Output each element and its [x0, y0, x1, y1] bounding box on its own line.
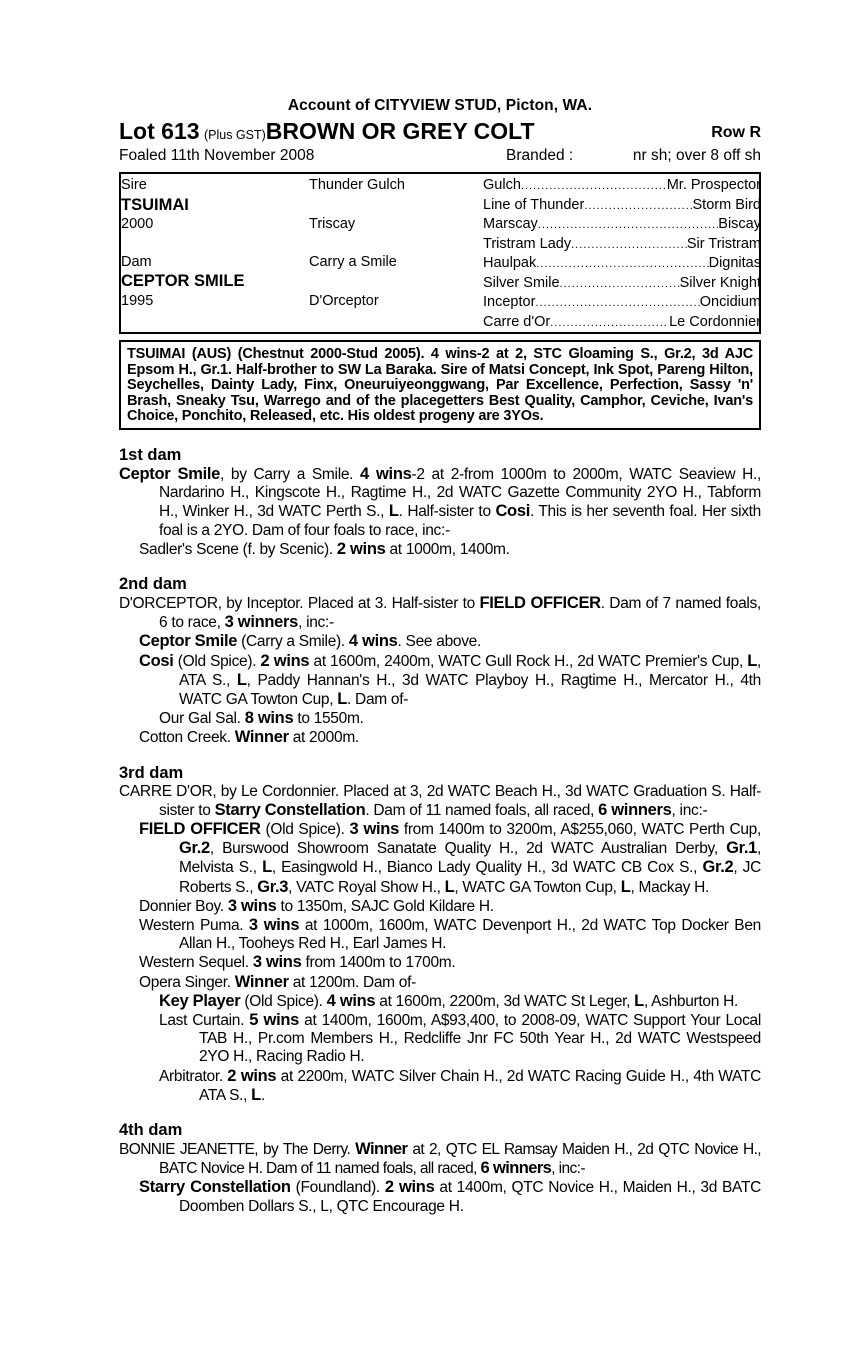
horse-description: BROWN OR GREY COLT: [265, 118, 535, 144]
text: at 2200m, WATC Silver Chain H., 2d WATC Racing Guide H., 4th WATC ATA S.,: [199, 1067, 761, 1104]
grade-mark: Gr.3: [257, 877, 289, 896]
horse-name: Ceptor Smile: [139, 632, 238, 651]
ggp-name: Inceptor: [483, 294, 536, 310]
text: , Easingwold H., Bianco Lady Quality H., 3d WATC CB Cox S.,: [271, 859, 703, 877]
text: Last Curtain.: [159, 1012, 250, 1030]
text: -2 at 2-from 1000m to 2000m, WATC Seaview H., Nardarino H., Kingscote H., Ragtime H., 2d WATC Gazette Community 2YO H., Tabform H., Winker H., 3d WATC Perth S.,: [159, 465, 762, 521]
wins: 3 wins: [227, 896, 277, 915]
grandparent-3: Carry a Smile: [309, 253, 397, 270]
ggp-name: Carre d'Or: [483, 313, 551, 330]
progeny-line: [119, 897, 761, 916]
horse-name: FIELD OFFICER: [139, 820, 261, 839]
wins: Winner: [234, 728, 289, 747]
horse-name: Key Player: [159, 991, 241, 1010]
foaled-line: [119, 145, 761, 169]
wins: Winner: [355, 1140, 408, 1159]
sire-label: Sire: [121, 177, 147, 193]
text: Donnier Boy.: [139, 897, 228, 915]
leader-dots: [550, 314, 669, 334]
text: (Foundland).: [290, 1179, 385, 1197]
vendor-account: Account of CITYVIEW STUD, Picton, WA.: [287, 97, 593, 114]
dam-name: CEPTOR SMILE: [121, 272, 245, 290]
text: . See above.: [397, 633, 481, 651]
pedigree-col-parents: [121, 176, 309, 311]
text: . This is her seventh foal. Her sixth foal is a 2YO. Dam of four foals to race, inc:-: [159, 503, 762, 539]
text: at 1000m, 1400m.: [385, 540, 510, 558]
first-dam-text: [119, 465, 761, 540]
text: , inc:-: [298, 614, 334, 632]
text: BONNIE JEANETTE, by The Derry.: [119, 1141, 356, 1159]
text: Arbitrator.: [159, 1067, 228, 1085]
progeny-line: [119, 632, 761, 651]
ggp-name: Haulpak: [483, 255, 537, 271]
ggp-name: Silver Smile: [483, 274, 560, 291]
text: to 1350m, SAJC Gold Kildare H.: [276, 897, 494, 915]
second-dam-title: 2nd dam: [119, 574, 187, 593]
wins: 4 wins: [348, 632, 398, 651]
wins: Winner: [234, 972, 289, 991]
lot-line: [119, 117, 761, 145]
ggp-row: [483, 293, 761, 313]
text: Western Puma.: [139, 917, 249, 935]
listed-mark: L: [747, 651, 757, 670]
leader-dots: [571, 236, 687, 256]
ggp-row: [483, 313, 761, 333]
leader-dots: [521, 177, 667, 197]
pedigree-table: [119, 172, 761, 334]
catalogue-page: [119, 95, 761, 1216]
dam-label: Dam: [121, 253, 152, 270]
progeny-line: [119, 652, 761, 710]
text: Opera Singer.: [139, 973, 235, 991]
horse-name: Starry Constellation: [214, 800, 366, 819]
fourth-dam-title: 4th dam: [119, 1121, 183, 1140]
spacer: [309, 235, 483, 253]
fourth-dam-section: [119, 1121, 761, 1216]
second-dam-text: [119, 594, 761, 632]
listed-mark: L: [444, 877, 455, 896]
text: , inc:-: [671, 801, 708, 819]
text: . Dam of 11 named foals, all raced,: [365, 801, 599, 819]
text: . Half-sister to: [398, 503, 496, 521]
text: D'ORCEPTOR, by Inceptor. Placed at 3. Half-sister to: [119, 594, 480, 612]
text: from 1400m to 3200m, A$255,060, WATC Perth Cup,: [398, 821, 762, 839]
wins: 3 wins: [349, 820, 399, 839]
text: , Melvista S.,: [179, 840, 761, 877]
wins: 8 wins: [244, 709, 294, 728]
grade-mark: Gr.2: [179, 839, 210, 858]
listed-mark: L: [236, 670, 247, 689]
listed-mark: L: [262, 858, 272, 877]
grandparent-4: D'Orceptor: [309, 292, 379, 309]
text: at 1600m, 2400m, WATC Gull Rock H., 2d WATC Premier's Cup,: [309, 652, 748, 670]
pedigree-col-greatgrandparents: [483, 176, 761, 332]
ggp-name: Tristram Lady: [483, 235, 572, 252]
progeny-line: [119, 992, 761, 1011]
ggp-sire: Le Cordonnier: [669, 313, 761, 330]
text: , ATA S.,: [179, 652, 761, 689]
text: . Dam of-: [347, 691, 409, 708]
branded-value: nr sh; over 8 off sh: [632, 147, 761, 164]
text: , inc:-: [551, 1160, 585, 1178]
listed-mark: L: [620, 877, 631, 896]
ggp-name: Line of Thunder: [483, 196, 585, 213]
ggp-sire: Mr. Prospector: [666, 177, 761, 193]
text: at 1200m. Dam of-: [288, 973, 416, 991]
lot-number: Lot 613: [119, 118, 200, 144]
listed-mark: L: [337, 690, 348, 708]
pedigree-col-grandparents: [309, 176, 483, 311]
text: from 1400m to 1700m.: [301, 954, 456, 972]
text: at 1000m, 1600m, WATC Devenport H., 2d WATC Top Docker Ben Allan H., Tooheys Red H., Earl James H.: [179, 917, 761, 953]
progeny-line: [119, 728, 761, 747]
ggp-row: [483, 176, 761, 196]
text: (Old Spice).: [260, 821, 350, 839]
horse-name: FIELD OFFICER: [479, 593, 601, 612]
text: to 1550m.: [293, 710, 364, 728]
text: Sadler's Scene (f. by Scenic).: [139, 540, 337, 558]
wins: 4 wins: [360, 464, 412, 483]
text: , by Carry a Smile.: [220, 465, 361, 483]
leader-dots: [560, 275, 680, 295]
third-dam-text: [119, 783, 761, 820]
winners: 6 winners: [598, 800, 672, 819]
text: at 1400m, 1600m, A$93,400, to 2008-09, WATC Support Your Local TAB H., Pr.com Members H., Redcliffe Jnr FC 50th Year H., 2d WATC Westspeed 2YO H., Racing Radio H.: [199, 1012, 761, 1066]
second-dam-section: [119, 575, 761, 748]
text: Cotton Creek.: [139, 729, 235, 747]
ggp-sire: Dignitas: [708, 255, 761, 271]
text: , WATC GA Towton Cup,: [454, 878, 621, 896]
text: CARRE D'OR, by Le Cordonnier. Placed at 3, 2d WATC Beach H., 3d WATC Graduation S. Half-sister to: [119, 782, 761, 819]
text: at 1600m, 2200m, 3d WATC St Leger,: [375, 992, 635, 1010]
horse-name: Ceptor Smile: [119, 464, 221, 483]
listed-mark: L: [251, 1085, 261, 1104]
ggp-sire: Silver Knight: [679, 274, 761, 291]
progeny-line: [119, 953, 761, 972]
spacer: [309, 196, 483, 216]
grade-mark: Gr.1: [726, 839, 757, 858]
row-label: Row R: [711, 124, 761, 141]
text: (Old Spice).: [240, 992, 327, 1010]
listed-mark: L: [388, 502, 399, 521]
progeny-line: [119, 1067, 761, 1105]
progeny-line: [119, 973, 761, 992]
ggp-name: Marscay: [483, 216, 538, 232]
ggp-row: [483, 215, 761, 235]
ggp-sire: Biscay: [718, 216, 761, 232]
leader-dots: [535, 294, 699, 314]
progeny-line: [119, 540, 761, 559]
text: at 2, QTC EL Ramsay Maiden H., 2d QTC Novice H., BATC Novice H. Dam of 11 named foals, all raced,: [159, 1141, 761, 1178]
listed-mark: L: [634, 991, 644, 1010]
third-dam-section: [119, 764, 761, 1105]
progeny-line: [119, 1178, 761, 1215]
ggp-row: [483, 274, 761, 294]
text: , Paddy Hannan's H., 3d WATC Playboy H., Ragtime H., Mercator H., 4th WATC GA Towton Cup,: [179, 671, 761, 708]
spacer: [121, 235, 309, 253]
ggp-row: [483, 235, 761, 255]
text: at 1400m, QTC Novice H., Maiden H., 3d BATC Doomben Dollars S., L, QTC Encourage H.: [179, 1179, 761, 1215]
foaled-date: Foaled 11th November 2008: [119, 147, 315, 164]
text: , VATC Royal Show H.,: [288, 878, 445, 896]
text: , Ashburton H.: [643, 992, 738, 1010]
leader-dots: [538, 216, 718, 236]
progeny-line: [119, 820, 761, 897]
progeny-line: [119, 709, 761, 728]
leader-dots: [536, 255, 708, 275]
sire-name: TSUIMAI: [121, 195, 189, 214]
grade-mark: Gr.2: [702, 858, 734, 877]
leader-dots: [584, 197, 692, 217]
gst-note: (Plus GST): [203, 128, 266, 142]
wins: 3 wins: [248, 916, 300, 935]
dam-year: 1995: [121, 292, 154, 309]
sire-summary: TSUIMAI (AUS) (Chestnut 2000-Stud 2005). 4 wins-2 at 2, STC Gloaming S., Gr.2, 3d AJC Epsom H., Gr.1. Half-brother to SW La Baraka. Sire of Matsi Concept, Ink Spot, Pareng Hilton, Seychelles, Dainty Lady, Finx, Oneuruiyeonggwang, Par Excellence, Perfection, Sassy 'n' Brash, Sneaky Tsu, Warrego and of the placegetters Best Quality, Camphor, Ceviche, Ivan's Choice, Ponchito, Released, etc. His oldest progeny are 3YOs.: [119, 340, 761, 430]
horse-name: Cosi: [139, 651, 174, 670]
sire-year: 2000: [121, 216, 154, 232]
winners: 3 winners: [224, 613, 299, 632]
progeny-line: [119, 916, 761, 953]
spacer: [309, 272, 483, 292]
first-dam-section: [119, 446, 761, 559]
text: , Mackay H.: [630, 878, 709, 896]
wins: 2 wins: [384, 1178, 435, 1197]
horse-name: Starry Constellation: [139, 1178, 291, 1197]
wins: 2 wins: [227, 1066, 277, 1085]
wins: 2 wins: [336, 539, 386, 558]
text: . Dam of 7 named foals, 6 to race,: [159, 594, 762, 632]
grandparent-2: Triscay: [309, 216, 356, 232]
ggp-sire: Oncidium: [699, 294, 761, 310]
text: Our Gal Sal.: [159, 710, 245, 728]
progeny-line: [119, 1011, 761, 1067]
fourth-dam-text: [119, 1140, 761, 1178]
wins: 3 wins: [252, 953, 302, 972]
ggp-row: [483, 196, 761, 216]
text: (Old Spice).: [173, 652, 261, 670]
text: , Burswood Showroom Sanatate Quality H., 2d WATC Australian Derby,: [209, 840, 727, 858]
wins: 5 wins: [249, 1011, 300, 1030]
branded-label: Branded :: [506, 147, 574, 164]
third-dam-title: 3rd dam: [119, 763, 184, 782]
text: .: [260, 1086, 265, 1104]
text: , JC Roberts S.,: [179, 859, 761, 896]
text: (Carry a Smile).: [237, 633, 349, 651]
ggp-row: [483, 254, 761, 274]
text: Western Sequel.: [139, 954, 253, 972]
horse-name: Cosi: [495, 502, 530, 521]
ggp-sire: Storm Bird: [692, 196, 761, 213]
grandparent-1: Thunder Gulch: [309, 177, 405, 193]
ggp-sire: Sir Tristram: [686, 235, 761, 252]
first-dam-title: 1st dam: [119, 445, 182, 464]
ggp-name: Gulch: [483, 177, 521, 193]
winners: 6 winners: [480, 1159, 552, 1178]
wins: 2 wins: [260, 651, 310, 670]
text: at 2000m.: [288, 729, 359, 747]
wins: 4 wins: [326, 991, 376, 1010]
